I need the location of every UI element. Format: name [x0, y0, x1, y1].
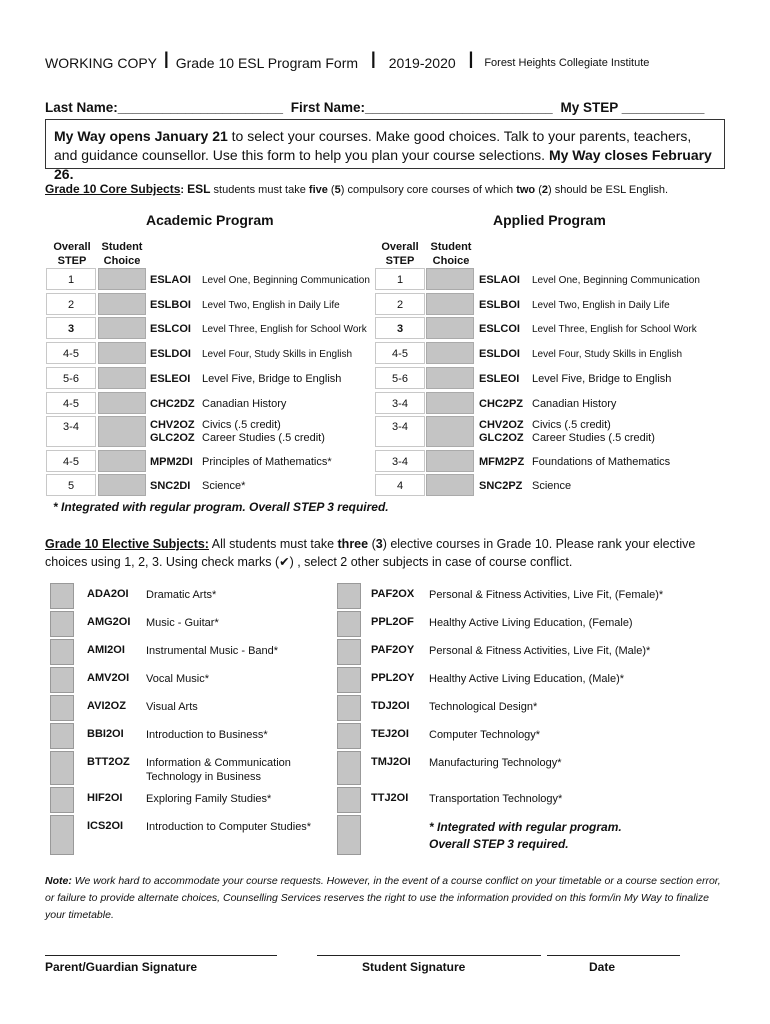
elective-course-desc: Technological Design* — [429, 701, 538, 713]
elective-choice-box[interactable] — [50, 611, 74, 637]
elective-choice-box[interactable] — [337, 751, 361, 785]
applied-course-code: ESLAOI — [479, 274, 520, 286]
elective-course-desc: Manufacturing Technology* — [429, 757, 562, 769]
applied-course-desc: Level Three, English for School Work — [532, 324, 697, 335]
applied-course-desc: Level One, Beginning Communication — [532, 275, 700, 286]
applied-step-cell: 2 — [375, 293, 425, 315]
applied-choice-box[interactable] — [426, 474, 474, 496]
date-label: Date — [589, 960, 616, 974]
applied-choice-box[interactable] — [426, 317, 474, 339]
applied-step-cell: 4-5 — [375, 342, 425, 364]
academic-course-desc: Science* — [202, 480, 246, 492]
applied-choice-header: Student Choice — [430, 241, 472, 267]
academic-choice-box[interactable] — [98, 317, 146, 339]
academic-course-code: CHV2OZ — [150, 419, 195, 431]
elective-course-code: PAF2OY — [371, 644, 415, 656]
elective-course-desc: Dramatic Arts* — [146, 589, 217, 601]
elective-choice-box[interactable] — [50, 787, 74, 813]
student-signature-label: Student Signature — [362, 960, 466, 974]
school-year: 2019-2020 — [388, 55, 456, 71]
elective-choice-box[interactable] — [50, 815, 74, 855]
elective-course-desc: Vocal Music* — [146, 673, 209, 685]
academic-step-cell: 3-4 — [46, 416, 96, 447]
applied-course-code: SNC2PZ — [479, 480, 523, 492]
elective-course-code: PPL2OF — [371, 616, 414, 628]
applied-step-cell: 3-4 — [375, 416, 425, 447]
footnote-label: Note: — [45, 875, 72, 887]
parent-signature-label: Parent/Guardian Signature — [45, 960, 198, 974]
academic-step-cell: 4-5 — [46, 342, 96, 364]
elective-choice-box[interactable] — [337, 583, 361, 609]
academic-course-desc: Level Two, English in Daily Life — [202, 300, 340, 311]
academic-course-code: ESLCOI — [150, 323, 191, 335]
elective-choice-box[interactable] — [337, 723, 361, 749]
elective-choice-box[interactable] — [337, 787, 361, 813]
academic-choice-box[interactable] — [98, 293, 146, 315]
academic-course-code: CHC2DZ — [150, 398, 195, 410]
elective-choice-box[interactable] — [50, 583, 74, 609]
first-name-field[interactable]: First Name:_________________________ — [290, 100, 553, 115]
elective-title: Grade 10 Elective Subjects: — [45, 537, 209, 551]
academic-course-desc: Civics (.5 credit) — [202, 419, 281, 431]
elective-course-code: AVI2OZ — [87, 700, 126, 712]
academic-course-code: ESLBOI — [150, 299, 191, 311]
elective-course-desc: Exploring Family Studies* — [146, 793, 272, 805]
elective-course-code: TDJ2OI — [371, 700, 410, 712]
academic-step-cell: 4-5 — [46, 392, 96, 414]
elective-choice-box[interactable] — [337, 639, 361, 665]
last-name-field[interactable]: Last Name:______________________ — [45, 100, 283, 115]
elective-course-code: ICS2OI — [87, 820, 124, 832]
elective-course-desc: Personal & Fitness Activities, Live Fit, (Male)* — [429, 645, 651, 657]
elective-course-desc: Introduction to Computer Studies* — [146, 821, 312, 833]
applied-step-cell: 5-6 — [375, 367, 425, 389]
academic-course-desc: Level Three, English for School Work — [202, 324, 367, 335]
elective-course-desc: Instrumental Music - Band* — [146, 645, 279, 657]
elective-course-desc: Computer Technology* — [429, 729, 541, 741]
my-step-field[interactable]: My STEP ___________ — [560, 100, 705, 115]
elective-course-code: BTT2OZ — [87, 756, 130, 768]
applied-course-desc: Foundations of Mathematics — [532, 456, 671, 468]
elective-course-code: AMI2OI — [87, 644, 125, 656]
core-subjects-heading: Grade 10 Core Subjects: ESL students must take five (5) compulsory core courses of which two (2) should be ESL English. — [45, 182, 669, 196]
working-copy-label: WORKING COPY — [45, 55, 158, 71]
elective-choice-box[interactable] — [50, 723, 74, 749]
elective-course-desc: Personal & Fitness Activities, Live Fit, (Female)* — [429, 589, 664, 601]
footnote-text: We work hard to accommodate your course requests. However, in the event of a course conflict on your timetable or a course section error, or failure to provide alternate choices, Counselling Services reserves the right to use the information provided on this form/in My Way to finalize your timetable. — [45, 875, 721, 921]
academic-course-desc: Career Studies (.5 credit) — [202, 432, 325, 444]
applied-choice-box[interactable] — [426, 392, 474, 414]
elective-course-code: TEJ2OI — [371, 728, 409, 740]
academic-step-header: Overall STEP — [53, 241, 91, 267]
academic-choice-box[interactable] — [98, 367, 146, 389]
elective-course-desc: Music - Guitar* — [146, 617, 219, 629]
academic-choice-box[interactable] — [98, 268, 146, 290]
applied-choice-box[interactable] — [426, 450, 474, 472]
form-title: Grade 10 ESL Program Form — [175, 55, 359, 71]
elective-course-code: TMJ2OI — [371, 756, 411, 768]
applied-choice-box[interactable] — [426, 268, 474, 290]
academic-step-cell: 5-6 — [46, 367, 96, 389]
applied-course-desc: Level Four, Study Skills in English — [532, 349, 683, 360]
academic-course-desc: Level Five, Bridge to English — [202, 373, 342, 385]
applied-course-code: ESLBOI — [479, 299, 520, 311]
applied-course-desc: Career Studies (.5 credit) — [532, 432, 655, 444]
applied-step-cell: 1 — [375, 268, 425, 290]
separator: I — [163, 47, 170, 74]
elective-course-code: ADA2OI — [87, 588, 129, 600]
applied-course-code: ESLDOI — [479, 348, 520, 360]
academic-course-code: ESLEOI — [150, 373, 191, 385]
elective-course-code: AMG2OI — [87, 616, 131, 628]
academic-course-code: ESLDOI — [150, 348, 191, 360]
applied-course-desc: Science — [532, 480, 572, 492]
applied-choice-box[interactable] — [426, 367, 474, 389]
elective-heading: Grade 10 Elective Subjects: All students must take three (3) elective courses in Grade 10. Please rank your elective choices using 1, 2, 3. Using check marks (✔) , select 2 other subjects in case of course conflict. — [45, 537, 696, 569]
student-signature-line[interactable] — [317, 955, 541, 956]
elective-choice-box[interactable] — [337, 667, 361, 693]
academic-choice-box[interactable] — [98, 474, 146, 496]
applied-step-cell: 3 — [375, 317, 425, 339]
elective-course-desc: Transportation Technology* — [429, 793, 563, 805]
academic-step-cell: 1 — [46, 268, 96, 290]
academic-course-desc: Canadian History — [202, 398, 287, 410]
applied-course-code: ESLEOI — [479, 373, 520, 385]
applied-course-code: ESLCOI — [479, 323, 520, 335]
elective-course-desc: Healthy Active Living Education, (Male)* — [429, 673, 625, 685]
academic-course-code: MPM2DI — [150, 456, 193, 468]
elective-course-desc: Introduction to Business* — [146, 729, 268, 741]
applied-course-desc: Civics (.5 credit) — [532, 419, 611, 431]
applied-course-code: GLC2OZ — [479, 432, 524, 444]
school-name: Forest Heights Collegiate Institute — [484, 57, 650, 69]
academic-choice-box[interactable] — [98, 392, 146, 414]
notice-opens: My Way opens January 21 — [54, 128, 228, 144]
applied-course-desc: Level Five, Bridge to English — [532, 373, 672, 385]
elective-course-desc: Information & Communication — [146, 757, 291, 769]
applied-choice-box[interactable] — [426, 293, 474, 315]
elective-course-desc: Healthy Active Living Education, (Female) — [429, 617, 633, 629]
form-header — [45, 47, 650, 74]
applied-step-cell: 3-4 — [375, 450, 425, 472]
academic-choice-box[interactable] — [98, 450, 146, 472]
applied-step-header: Overall STEP — [381, 241, 419, 267]
academic-step-cell: 2 — [46, 293, 96, 315]
parent-signature-line[interactable] — [45, 955, 277, 956]
applied-course-desc: Level Two, English in Daily Life — [532, 300, 670, 311]
footnote — [45, 873, 725, 924]
elective-choice-box[interactable] — [50, 751, 74, 785]
academic-choice-header: Student Choice — [101, 241, 143, 267]
applied-program-title: Applied Program — [493, 212, 606, 228]
date-line[interactable] — [547, 955, 680, 956]
academic-step-cell: 4-5 — [46, 450, 96, 472]
academic-choice-box[interactable] — [98, 416, 146, 447]
elective-choice-box[interactable] — [337, 815, 361, 855]
elective-choice-box[interactable] — [50, 639, 74, 665]
notice-closes: My Way closes February 26. — [54, 147, 712, 182]
academic-course-code: ESLAOI — [150, 274, 191, 286]
elective-course-code: PAF2OX — [371, 588, 415, 600]
academic-course-desc: Level One, Beginning Communication — [202, 275, 370, 286]
name-line — [45, 100, 704, 115]
elective-choice-box[interactable] — [50, 695, 74, 721]
notice-box — [45, 119, 725, 182]
elective-course-desc: Visual Arts — [146, 701, 198, 713]
elective-course-code: AMV2OI — [87, 672, 130, 684]
academic-step-cell: 5 — [46, 474, 96, 496]
applied-course-code: MFM2PZ — [479, 456, 525, 468]
academic-course-desc: Principles of Mathematics* — [202, 456, 332, 468]
elective-choice-box[interactable] — [50, 667, 74, 693]
applied-course-code: CHV2OZ — [479, 419, 524, 431]
elective-choice-box[interactable] — [337, 695, 361, 721]
academic-course-code: GLC2OZ — [150, 432, 195, 444]
applied-choice-box[interactable] — [426, 416, 474, 447]
separator: I — [370, 47, 377, 74]
applied-choice-box[interactable] — [426, 342, 474, 364]
core-title: Grade 10 Core Subjects — [45, 182, 181, 196]
elective-course-code: BBI2OI — [87, 728, 124, 740]
applied-step-cell: 3-4 — [375, 392, 425, 414]
separator: I — [467, 47, 475, 74]
integrated-note: * Integrated with regular program. Overall STEP 3 required. — [53, 500, 389, 514]
academic-choice-box[interactable] — [98, 342, 146, 364]
notice-body: to select your courses. Make good choices. Talk to your parents, teachers, and guidance counsellor. Use this form to help you plan your course selections. — [54, 128, 692, 163]
elective-course-code: HIF2OI — [87, 792, 123, 804]
academic-course-desc: Level Four, Study Skills in English — [202, 349, 353, 360]
elective-course-code: PPL2OY — [371, 672, 415, 684]
applied-step-cell: 4 — [375, 474, 425, 496]
applied-course-code: CHC2PZ — [479, 398, 524, 410]
academic-program-title: Academic Program — [146, 212, 274, 228]
academic-step-cell: 3 — [46, 317, 96, 339]
elective-integrated-note: * Integrated with regular program. Overall STEP 3 required. — [429, 820, 622, 851]
applied-course-desc: Canadian History — [532, 398, 617, 410]
elective-course-desc: Technology in Business — [146, 771, 261, 783]
academic-course-code: SNC2DI — [150, 480, 191, 492]
elective-course-code: TTJ2OI — [371, 792, 409, 804]
elective-choice-box[interactable] — [337, 611, 361, 637]
